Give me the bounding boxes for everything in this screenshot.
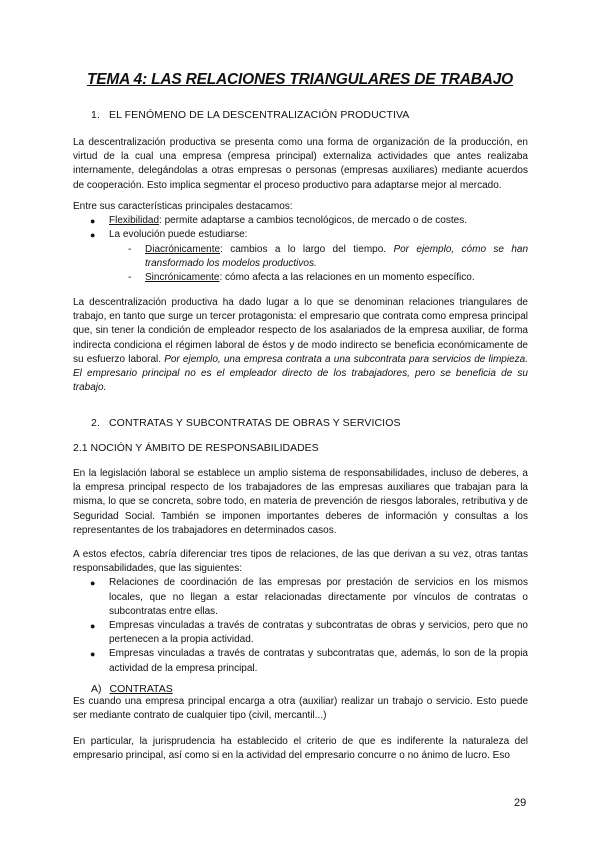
sub-bullet-diacronicamente <box>73 243 528 271</box>
section-1-paragraph-3-text: La descentralización productiva ha dado lugar a lo que se denominan relaciones triangulares de trabajo, en tanto que surge un tercer protagonista: el empresario que contrata como empresa principal que, sin tener la condición de empleador respecto de los asalariados de la empresa auxiliar, de forma indirecta condiciona el régimen laboral de éstos y de modo indirecto se beneficia económicamente de su esfuerzo laboral. <box>73 297 528 365</box>
section-1-paragraph-3-example: Por ejemplo, una empresa contrata a una subcontrata para servicios de limpieza. El empresario principal no es el empleador directo de los trabajadores, pero se beneficia de su trabajo. <box>73 353 528 394</box>
section-2-paragraph-4: En particular, la jurisprudencia ha establecido el criterio de que es indiferente la naturaleza del empresario principal, así como si en la actividad del empresario concurre o no ánimo de lucro. Eso <box>73 736 528 762</box>
sub-bullet-sincronicamente-term: Sincrónicamente <box>145 272 220 284</box>
page-number: 29 <box>514 797 527 809</box>
sub-bullet-sincronicamente-text: : cómo afecta a las relaciones en un momento específico. <box>219 272 475 284</box>
subsection-a-title: CONTRATAS <box>109 683 173 695</box>
relations-intro: A estos efectos, cabría diferenciar tres tipos de relaciones, de las que derivan a su vez, otras tantas responsabilidades, que las siguientes: <box>73 549 528 575</box>
dash-icon: - <box>128 272 132 284</box>
bullet-evolucion-text: La evolución puede estudiarse: <box>109 229 248 241</box>
section-1-number: 1. <box>91 109 100 121</box>
bullet-dot-icon: ● <box>90 649 96 660</box>
relation-bullet-text: Empresas vinculadas a través de contratas y subcontratas de obras y servicios, pero que no pertenecen a la propia actividad. <box>109 620 528 646</box>
relation-bullet-text: Empresas vinculadas a través de contratas y subcontratas que, además, lo son de la propia actividad de la empresa principal. <box>109 648 528 674</box>
dash-icon: - <box>128 243 132 255</box>
subsection-a-label: A) <box>91 683 102 695</box>
section-2-paragraph-3: Es cuando una empresa principal encarga a otra (auxiliar) realizar un trabajo o servicio. Esto puede ser mediante contrato de cualquier tipo (civil, mercantil...) <box>73 696 528 722</box>
sub-bullet-sincronicamente <box>73 271 528 285</box>
sub-bullet-diacronicamente-term: Diacrónicamente <box>145 243 221 255</box>
bullet-dot-icon: ● <box>90 230 96 241</box>
bullet-dot-icon: ● <box>90 578 96 589</box>
page-title: TEMA 4: LAS RELACIONES TRIANGULARES DE TRABAJO <box>87 71 513 88</box>
bullet-flexibilidad-text: : permite adaptarse a cambios tecnológicos, de mercado o de costes. <box>159 215 467 227</box>
section-1-heading-text: EL FENÓMENO DE LA DESCENTRALIZACIÓN PRODUCTIVA <box>109 109 410 121</box>
section-2-1-heading: 2.1 NOCIÓN Y ÁMBITO DE RESPONSABILIDADES <box>73 442 319 454</box>
bullet-flexibilidad-term: Flexibilidad <box>109 215 160 227</box>
section-1-heading <box>91 109 409 121</box>
section-1-paragraph-3 <box>73 296 528 395</box>
bullet-dot-icon: ● <box>90 216 96 227</box>
subsection-a-heading <box>91 683 173 695</box>
relation-bullet <box>73 619 528 647</box>
sub-bullet-diacronicamente-text: : cambios a lo largo del tiempo. <box>220 243 394 255</box>
bullet-flexibilidad <box>73 214 528 228</box>
section-2-number: 2. <box>91 417 100 429</box>
section-2-heading-text: CONTRATAS Y SUBCONTRATAS DE OBRAS Y SERVICIOS <box>109 417 401 429</box>
section-2-heading <box>91 417 401 429</box>
bullet-dot-icon: ● <box>90 621 96 632</box>
characteristics-intro: Entre sus características principales destacamos: <box>73 201 293 212</box>
relation-bullet <box>73 647 528 675</box>
relation-bullet-text: Relaciones de coordinación de las empresas por prestación de servicios en los mismos locales, que no llegan a estar relacionadas directamente por vínculos de contratas o subcontratas entre ellas. <box>109 577 528 617</box>
sub-bullet-diacronicamente-example: Por ejemplo, cómo se han transformado los modelos productivos. <box>145 243 529 269</box>
section-2-paragraph-1: En la legislación laboral se establece un amplio sistema de responsabilidades, incluso de deberes, a la empresa principal respecto de los trabajadores de las empresas auxiliares que trabajan para la misma, lo que se concreta, sobre todo, en materia de prevención de riesgos laborales, retributiva y de Seguridad Social. También se imponen importantes deberes de información y consultas a los representantes de los trabajadores en determinados casos. <box>73 468 528 536</box>
relations-block <box>73 548 528 676</box>
bullet-evolucion <box>73 228 528 242</box>
characteristics-block <box>73 200 528 285</box>
section-1-paragraph-1: La descentralización productiva se presenta como una forma de organización de la producción, en virtud de la cual una empresa (empresa principal) externaliza actividades que antes realizaba internamente, delegándolas a otras empresas o personas (empresas auxiliares) mediante acuerdos de cooperación. Esto implica segmentar el proceso productivo para adaptarse mejor al mercado. <box>73 137 528 191</box>
relation-bullet <box>73 576 528 619</box>
